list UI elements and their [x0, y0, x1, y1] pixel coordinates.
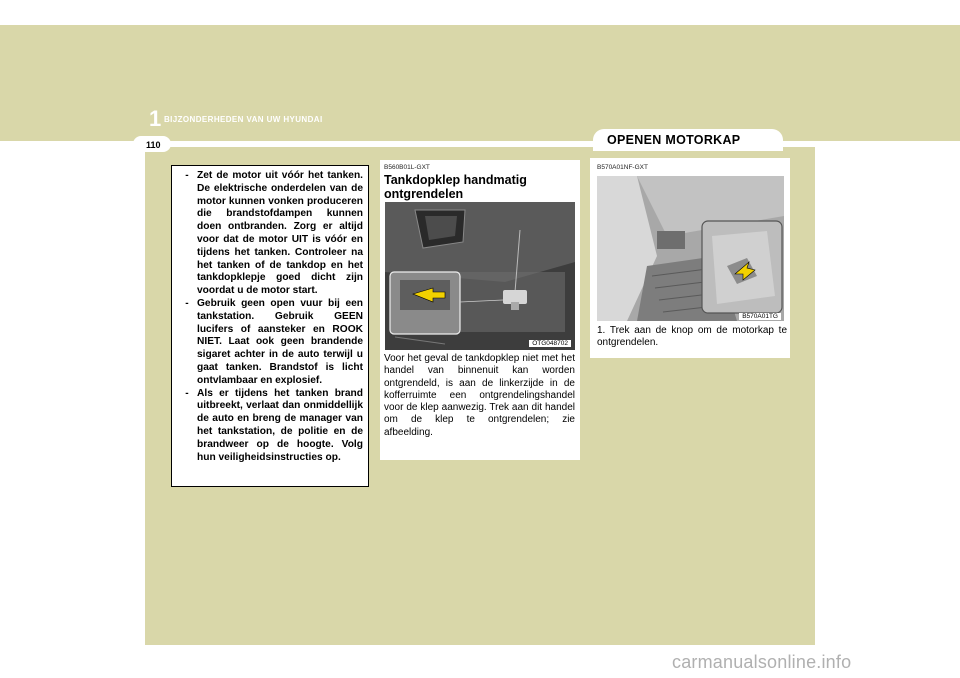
page-number: 110 — [146, 140, 161, 150]
fuel-section-code: B560B01L-GXT — [384, 164, 430, 171]
warning-item: - Zet de motor uit vóór het tanken. De elektrische onderdelen van de motor kunnen vonken produceren die brandstofdampen kunnen doen ontbranden. Zorg er altijd voor dat de motor UIT is vóór en tijdens het tanken. Controleer na het tanken of de tankdop en het tankdopklepje goed dicht zijn voordat u de motor start. — [185, 170, 363, 297]
warning-text: Als er tijdens het tanken brand uitbreekt, verlaat dan onmiddellijk de auto en breng de manager van het tankstation, de politie en de brandweer op de hoogte. Volg hun veiligheidsinstructies op. — [197, 387, 363, 463]
fuel-section-body: Voor het geval de tankdopklep niet met het handel van binnenuit kan worden ontgrendeld, is aan de linkerzijde in de kofferruimte een ontgrendelingshandel voor de klep aanwezig. Trek aan dit handel om de klep te ontgrendelen; zie afbeelding. — [384, 353, 575, 438]
warning-text: Gebruik geen open vuur bij een tankstation. Gebruik GEEN lucifers of aansteker en ROOK NIET. Laat ook geen brandende sigaret achter in de auto terwijl u gaat tanken. Brandstof is licht ontvlambaar en explosief. — [197, 297, 363, 386]
warning-text: Zet de motor uit vóór het tanken. De elektrische onderdelen van de motor kunnen vonken produceren die brandstofdampen kunnen doen ontbranden. Zorg er altijd voor dat de motor UIT is vóór en tijdens het tanken. Controleer na het tanken of de tankdop en het tankdopklepje goed dicht zijn voordat u de motor start. — [197, 170, 363, 297]
hood-release-photo — [597, 176, 784, 321]
hood-photo-caption: B570A01TG — [739, 313, 781, 320]
footwell-illustration — [597, 176, 784, 321]
fuel-section-heading: Tankdopklep handmatig ontgrendelen — [384, 173, 527, 201]
fuel-photo-caption: OTG048702 — [529, 340, 571, 347]
header-band — [0, 25, 960, 147]
hood-section-code: B570A01NF-GXT — [597, 164, 648, 171]
watermark: carmanualsonline.info — [672, 652, 852, 672]
warning-item: - Als er tijdens het tanken brand uitbreekt, verlaat dan onmiddellijk de auto en breng de manager van het tankstation, de politie en de brandweer op de hoogte. Volg hun veiligheidsinstructies op. — [185, 387, 363, 463]
warning-item: - Gebruik geen open vuur bij een tankstation. Gebruik GEEN lucifers of aansteker en ROOK NIET. Laat ook geen brandende sigaret achter in de auto terwijl u gaat tanken. Brandstof is licht ontvlambaar en explosief. — [185, 297, 363, 386]
fuel-release-photo — [385, 202, 575, 350]
hood-step-1: 1. Trek aan de knop om de motorkap te ontgrendelen. — [597, 325, 787, 349]
warning-box — [171, 165, 369, 487]
section-title: OPENEN MOTORKAP — [607, 133, 741, 147]
hood-step-text — [597, 325, 787, 350]
trunk-interior-illustration — [385, 202, 575, 350]
chapter-title: BIJZONDERHEDEN VAN UW HYUNDAI — [164, 115, 323, 124]
chapter-number: 1 — [149, 106, 162, 131]
